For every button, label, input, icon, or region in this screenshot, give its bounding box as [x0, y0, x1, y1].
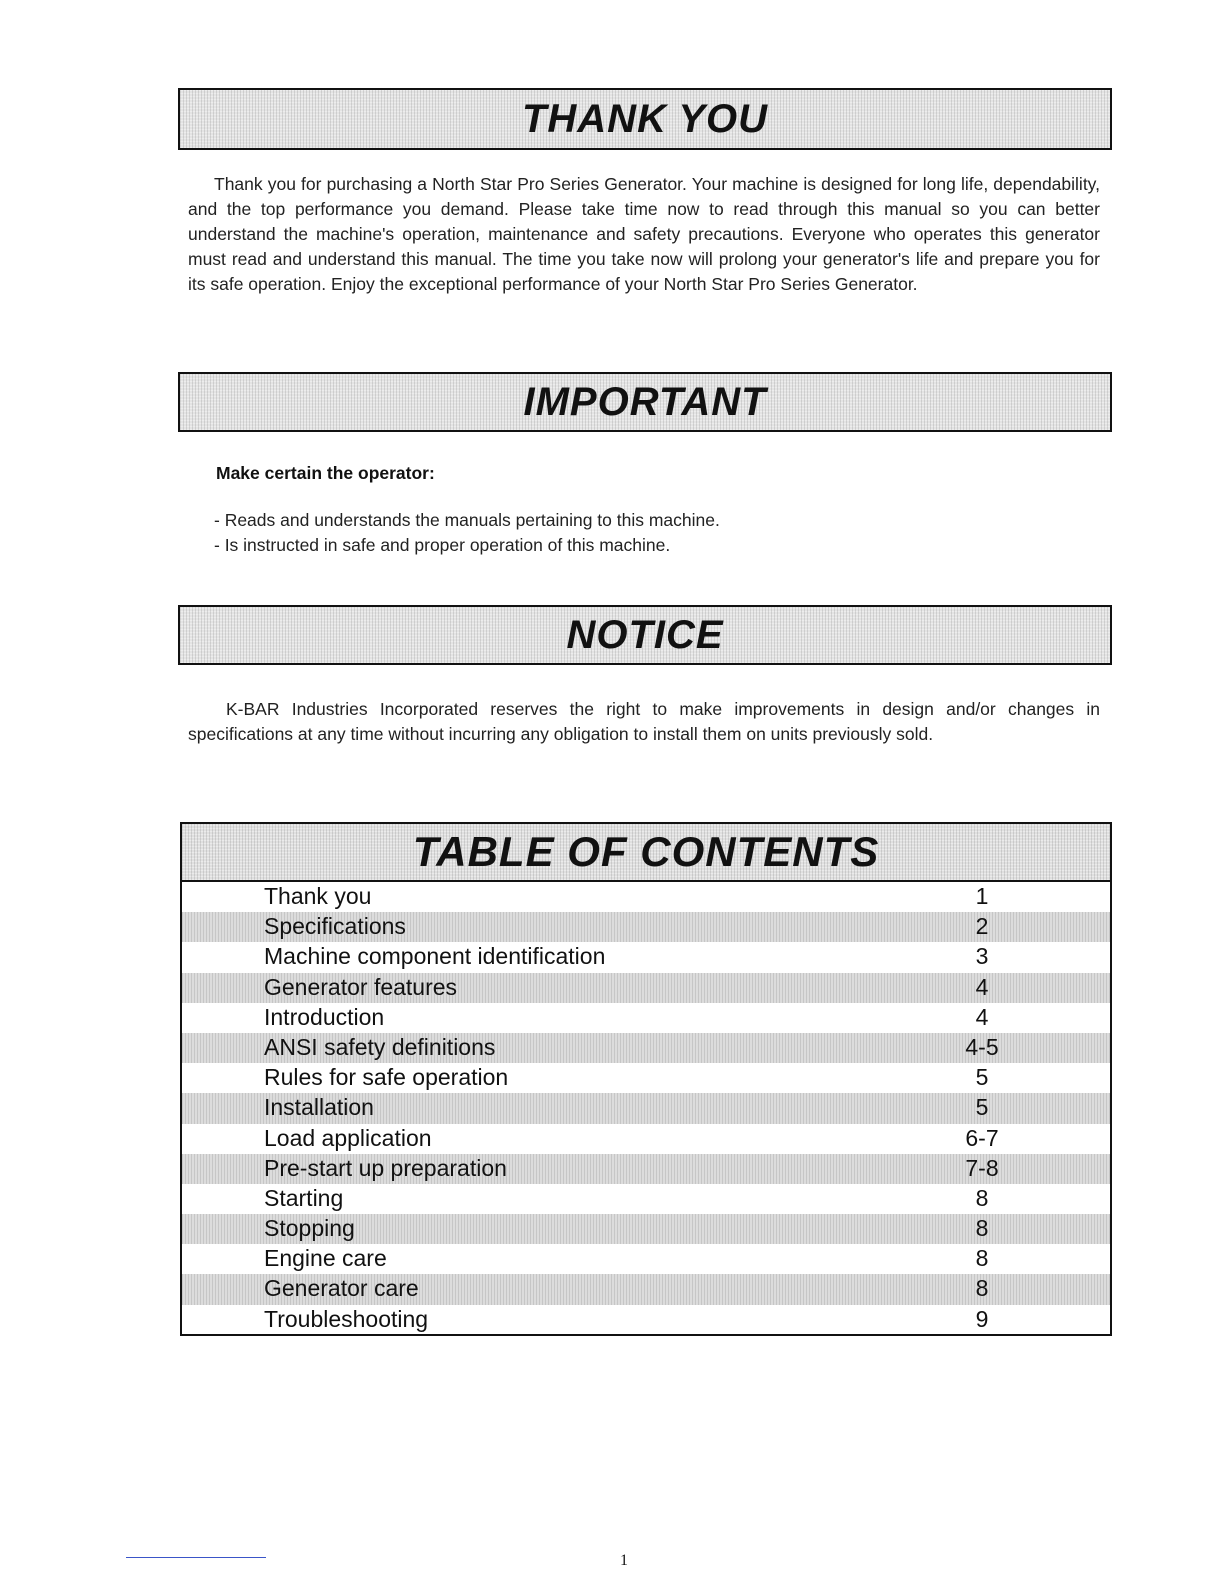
toc-row	[182, 973, 1110, 1003]
toc-row	[182, 1154, 1110, 1184]
toc-entry-page: 4	[975, 1003, 989, 1030]
important-banner	[178, 372, 1112, 432]
toc-entry-label: Machine component identification	[264, 943, 606, 970]
toc-entry-label: Stopping	[264, 1215, 355, 1242]
toc-entry-label: Installation	[264, 1094, 374, 1121]
footer-rule	[126, 1557, 266, 1558]
thank-you-title: THANK YOU	[521, 97, 769, 141]
toc-rows	[182, 882, 1110, 1335]
toc-header	[182, 824, 1110, 882]
toc-row	[182, 1033, 1110, 1063]
toc-entry-page: 7-8	[965, 1154, 999, 1181]
important-item: - Reads and understands the manuals pertaining to this machine.	[214, 510, 720, 530]
toc-entry-label: Pre-start up preparation	[264, 1154, 507, 1181]
toc-entry-page: 8	[975, 1245, 989, 1272]
toc-entry-label: Troubleshooting	[264, 1305, 429, 1332]
toc-row	[182, 1214, 1110, 1244]
toc-entry-page: 2	[975, 913, 989, 940]
toc-row	[182, 1063, 1110, 1093]
toc-entry-page: 4-5	[965, 1033, 999, 1060]
toc-entry-label: Load application	[264, 1124, 432, 1151]
toc-entry-page: 3	[975, 943, 989, 970]
toc-entry-label: Generator care	[264, 1275, 419, 1302]
toc-entry-label: Starting	[264, 1184, 344, 1211]
toc-entry-label: Rules for safe operation	[264, 1064, 509, 1091]
toc-entry-label: Generator features	[264, 973, 458, 1000]
toc-row	[182, 942, 1110, 972]
toc-row	[182, 882, 1110, 912]
toc-row	[182, 1244, 1110, 1274]
toc-entry-page: 5	[975, 1094, 989, 1121]
notice-body: K-BAR Industries Incorporated reserves the right to make improvements in design and/or changes in specifications at any time without incurring any obligation to install them on units previously sold.	[188, 699, 1100, 744]
notice-banner	[178, 605, 1112, 665]
page-number: 1	[620, 1552, 628, 1569]
toc-entry-page: 1	[975, 883, 989, 909]
toc-entry-page: 8	[975, 1184, 989, 1211]
toc-row	[182, 1093, 1110, 1123]
toc-entry-page: 6-7	[965, 1124, 999, 1151]
toc-row	[182, 1003, 1110, 1033]
toc-entry-page: 5	[975, 1064, 989, 1091]
toc-row	[182, 1184, 1110, 1214]
important-title: IMPORTANT	[523, 380, 767, 424]
thank-you-body: Thank you for purchasing a North Star Pro Series Generator. Your machine is designed for long life, dependability, and the top performance you demand. Please take time now to read through this manual so you can better understand the machine's operation, maintenance and safety precautions. Everyone who operates this generator must read and understand this manual. The time you take now will prolong your generator's life and prepare you for its safe operation. Enjoy the exceptional performance of your North Star Pro Series Generator.	[188, 174, 1100, 294]
toc-entry-label: Introduction	[264, 1003, 385, 1030]
toc-row	[182, 912, 1110, 942]
important-lead: Make certain the operator:	[216, 463, 435, 483]
toc-entry-page: 8	[975, 1275, 989, 1302]
toc-entry-page: 4	[975, 973, 989, 1000]
toc-entry-page: 9	[975, 1305, 989, 1332]
notice-title: NOTICE	[566, 613, 724, 657]
thank-you-banner	[178, 88, 1112, 150]
table-of-contents	[180, 822, 1112, 1336]
toc-entry-label: Thank you	[264, 883, 372, 909]
toc-row	[182, 1305, 1110, 1335]
important-item: - Is instructed in safe and proper operation of this machine.	[214, 535, 671, 555]
toc-title: TABLE OF CONTENTS	[412, 828, 880, 875]
toc-entry-page: 8	[975, 1215, 989, 1242]
toc-entry-label: ANSI safety definitions	[264, 1033, 496, 1060]
toc-row	[182, 1274, 1110, 1304]
toc-entry-label: Engine care	[264, 1245, 387, 1272]
toc-entry-label: Specifications	[264, 913, 406, 940]
toc-row	[182, 1124, 1110, 1154]
